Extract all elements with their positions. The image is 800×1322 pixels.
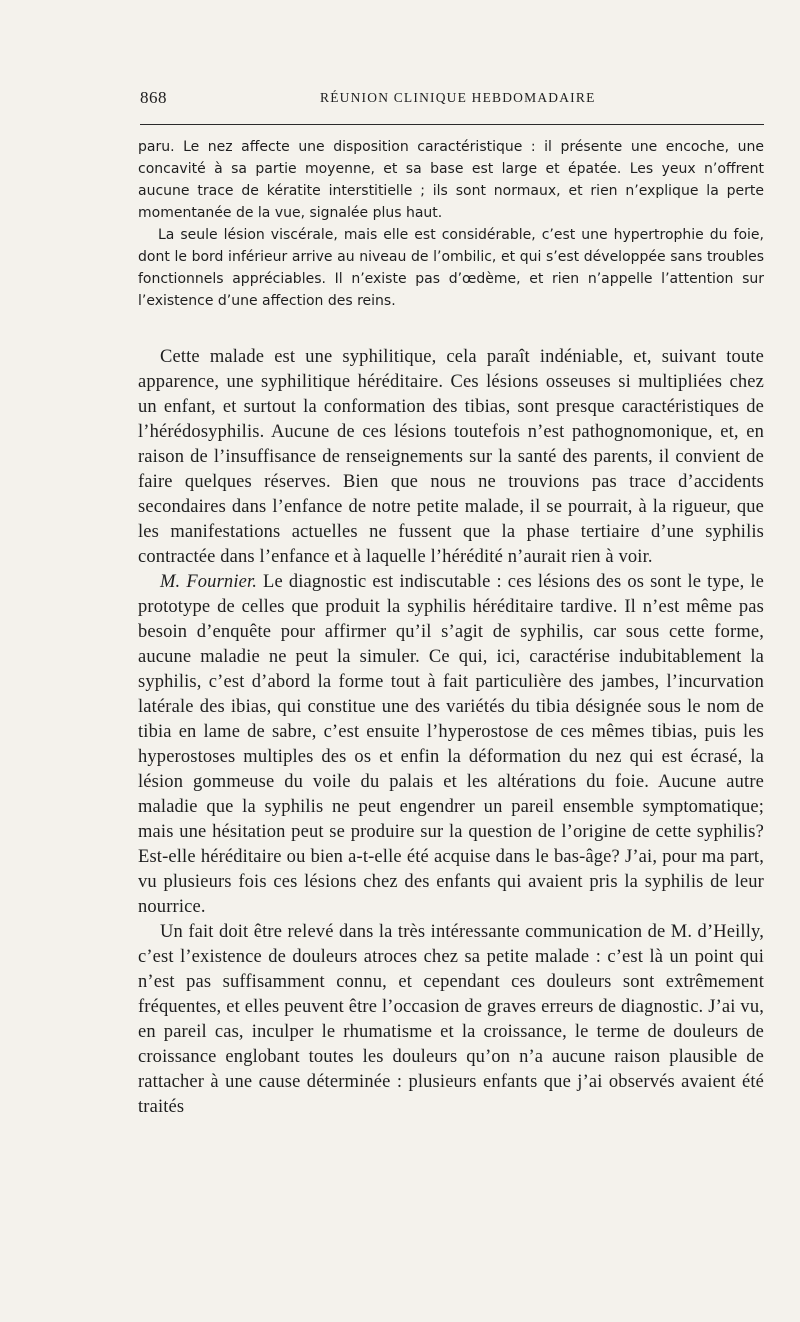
paragraph-fournier [138, 570, 764, 920]
page-number: 868 [140, 88, 167, 107]
paragraph-pain: Un fait doit être relevé dans la très intéressante communication de M. d’Heilly, c’est l’existence de douleurs atroces chez sa petite malade : c’est là un point qui n’est pas suffisamment connu, et cependant ces douleurs sont extrêmement fréquentes, et elles peuvent être l’occasion de graves erreurs de diagnostic. J’ai vu, en pareil cas, inculper le rhumatisme et la croissance, le terme de douleurs de croissance englobant toutes les douleurs qu’on n’a aucune raison plausible de rattacher à une cause déterminée : plusieurs enfants que j’ai observés avaient été traités [138, 922, 764, 1117]
speaker-name: M. Fournier. [160, 572, 258, 592]
fournier-text: Le diagnostic est indiscutable : ces lésions des os sont le type, le prototype de celles que produit la syphilis héréditaire tardive. Il n’est même pas besoin d’enquête pour affirmer qu’il s’agit de syphilis, car sous cette forme, aucune maladie ne peut la simuler. Ce qui, ici, caractérise indubitablement la syphilis, c’est d’abord la forme tout à fait particulière des jambes, l’incurvation latérale des ibias, qui constitue une des variétés du tibia désignée sous le nom de tibia en lame de sabre, c’est ensuite l’hyperostose de ces mêmes tibias, puis les hyperostoses multiples des os et enfin la déformation du nez qui est écrasé, la lésion gommeuse du voile du palais et les altérations du foie. Aucune autre maladie que la syphilis ne peut engendrer un pareil ensemble symptomatique; mais une hésitation peut se produire sur la question de l’origine de cette syphilis? Est-elle héréditaire ou bien a-t-elle été acquise dans le bas-âge? J’ai, pour ma part, vu plusieurs fois ces lésions chez des enfants qui avaient pris la syphilis de leur nourrice. [138, 572, 764, 917]
paragraph-nose-eyes: paru. Le nez affecte une disposition caractéristique : il présente une encoche, une concavité à sa partie moyenne, et sa base est large et épatée. Les yeux n’offrent aucune trace de kératite interstitielle ; ils sont normaux, et rien n’explique la perte momentanée de la vue, signalée plus haut. [138, 139, 764, 221]
running-title: RÉUNION CLINIQUE HEBDOMADAIRE [320, 90, 596, 105]
paragraph-liver: La seule lésion viscérale, mais elle est considérable, c’est une hypertrophie du foie, dont le bord inférieur arrive au niveau de l’ombilic, et qui s’est développée sans troubles fonctionnels appréciables. Il n’existe pas d’œdème, et rien n’appelle l’attention sur l’existence d’une affection des reins. [138, 227, 764, 309]
page-body [138, 136, 764, 1120]
running-head [140, 88, 760, 112]
paragraph-diagnosis: Cette malade est une syphilitique, cela paraît indéniable, et, suivant toute apparence, une syphilitique héréditaire. Ces lésions osseuses si multipliées chez un enfant, et surtout la conformation des tibias, sont presque caractéristiques de l’hérédosyphilis. Aucune de ces lésions toutefois n’est pathognomonique, et, en raison de l’insuffisance de renseignements sur la santé des parents, il convient de faire quelques réserves. Bien que nous ne trouvions pas trace d’accidents secondaires dans l’enfance de notre petite malade, il se pourrait, à la rigueur, que les manifestations actuelles ne fussent que la phase tertiaire d’une syphilis contractée dans l’enfance et à laquelle l’hérédité n’aurait rien à voir. [138, 347, 764, 567]
header-rule [140, 124, 764, 125]
section-gap [138, 312, 764, 345]
